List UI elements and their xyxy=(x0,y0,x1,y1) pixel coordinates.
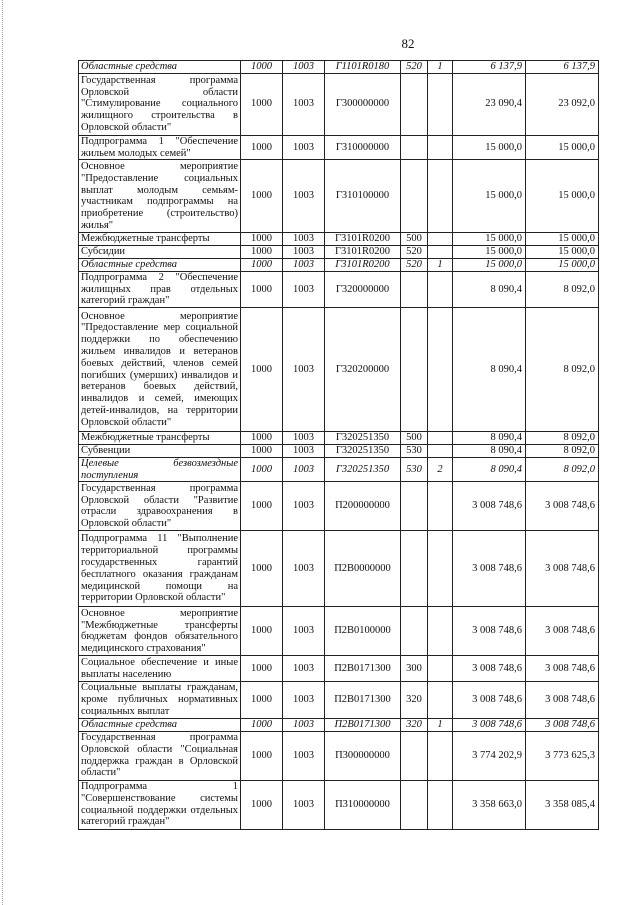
row-subsection-cell: 1003 xyxy=(283,656,325,682)
row-amount-2-cell: 3 773 625,3 xyxy=(526,731,599,780)
row-target-code-cell: П200000000 xyxy=(325,482,401,531)
row-source-code-cell: 1 xyxy=(428,61,453,74)
table-row xyxy=(79,718,599,731)
row-amount-2-cell: 15 000,0 xyxy=(526,246,599,259)
row-section-cell: 1000 xyxy=(241,73,283,135)
row-expense-type-cell: 500 xyxy=(401,233,428,246)
row-amount-2-cell: 8 092,0 xyxy=(526,308,599,432)
row-target-code-cell: Г320000000 xyxy=(325,271,401,307)
row-source-code-cell xyxy=(428,160,453,233)
row-name-cell: Социальные выплаты гражданам, кроме публичных нормативных социальных выплат xyxy=(79,682,241,718)
row-name-cell: Подпрограмма 1 "Обеспечение жильем молодых семей" xyxy=(79,135,241,160)
row-subsection-cell: 1003 xyxy=(283,271,325,307)
row-amount-2-cell: 3 008 748,6 xyxy=(526,482,599,531)
row-name-cell: Областные средства xyxy=(79,61,241,74)
row-subsection-cell: 1003 xyxy=(283,457,325,482)
row-section-cell: 1000 xyxy=(241,656,283,682)
table-row xyxy=(79,233,599,246)
row-source-code-cell xyxy=(428,246,453,259)
row-target-code-cell: Г310000000 xyxy=(325,135,401,160)
row-section-cell: 1000 xyxy=(241,780,283,829)
row-subsection-cell: 1003 xyxy=(283,731,325,780)
row-amount-1-cell: 15 000,0 xyxy=(453,135,526,160)
row-name-cell: Областные средства xyxy=(79,718,241,731)
row-section-cell: 1000 xyxy=(241,432,283,445)
page-number: 82 xyxy=(401,36,415,51)
row-name-cell: Межбюджетные трансферты xyxy=(79,233,241,246)
row-name-cell: Государственная программа Орловской области "Социальная поддержка граждан в Орловской области" xyxy=(79,731,241,780)
row-expense-type-cell xyxy=(401,160,428,233)
row-section-cell: 1000 xyxy=(241,246,283,259)
row-name-cell: Государственная программа Орловской области "Развитие отрасли здравоохранения в Орловской области" xyxy=(79,482,241,531)
row-target-code-cell: Г310100000 xyxy=(325,160,401,233)
row-expense-type-cell xyxy=(401,731,428,780)
row-target-code-cell: Г3101R0200 xyxy=(325,258,401,271)
row-amount-1-cell: 15 000,0 xyxy=(453,246,526,259)
table-row xyxy=(79,731,599,780)
row-expense-type-cell: 530 xyxy=(401,444,428,457)
row-name-cell: Подпрограмма 11 "Выполнение территориальной программы государственных гарантий бесплатного оказания гражданам медицинской помощи на территории Орловской области" xyxy=(79,531,241,607)
row-section-cell: 1000 xyxy=(241,233,283,246)
row-target-code-cell: П2В0100000 xyxy=(325,607,401,656)
row-subsection-cell: 1003 xyxy=(283,531,325,607)
row-name-cell: Основное мероприятие "Предоставление мер социальной поддержки по обеспечению жильем инвалидов и ветеранов боевых действий, членов семей погибших (умерших) инвалидов и ветеранов боевых действий, инвалидов и семей, имеющих детей-инвалидов, на территории Орловской области" xyxy=(79,308,241,432)
row-subsection-cell: 1003 xyxy=(283,482,325,531)
row-amount-2-cell: 6 137,9 xyxy=(526,61,599,74)
row-amount-1-cell: 23 090,4 xyxy=(453,73,526,135)
row-source-code-cell: 1 xyxy=(428,258,453,271)
row-expense-type-cell: 320 xyxy=(401,718,428,731)
table-row xyxy=(79,682,599,718)
row-target-code-cell: Г320251350 xyxy=(325,432,401,445)
row-amount-2-cell: 23 092,0 xyxy=(526,73,599,135)
row-name-cell: Областные средства xyxy=(79,258,241,271)
row-source-code-cell xyxy=(428,531,453,607)
row-target-code-cell: П310000000 xyxy=(325,780,401,829)
row-amount-2-cell: 15 000,0 xyxy=(526,233,599,246)
row-source-code-cell xyxy=(428,233,453,246)
row-amount-1-cell: 15 000,0 xyxy=(453,160,526,233)
row-source-code-cell xyxy=(428,432,453,445)
row-amount-2-cell: 15 000,0 xyxy=(526,160,599,233)
row-name-cell: Основное мероприятие "Межбюджетные трансферты бюджетам фондов обязательного медицинского страхования" xyxy=(79,607,241,656)
row-amount-1-cell: 15 000,0 xyxy=(453,258,526,271)
row-subsection-cell: 1003 xyxy=(283,718,325,731)
row-source-code-cell xyxy=(428,73,453,135)
row-expense-type-cell: 320 xyxy=(401,682,428,718)
row-target-code-cell: П300000000 xyxy=(325,731,401,780)
row-amount-2-cell: 8 092,0 xyxy=(526,271,599,307)
row-amount-1-cell: 3 358 663,0 xyxy=(453,780,526,829)
row-amount-2-cell: 8 092,0 xyxy=(526,432,599,445)
row-expense-type-cell: 520 xyxy=(401,61,428,74)
row-amount-1-cell: 3 008 748,6 xyxy=(453,482,526,531)
row-subsection-cell: 1003 xyxy=(283,258,325,271)
table-row xyxy=(79,656,599,682)
row-source-code-cell xyxy=(428,271,453,307)
row-amount-2-cell: 3 008 748,6 xyxy=(526,607,599,656)
row-target-code-cell: Г3101R0200 xyxy=(325,233,401,246)
row-target-code-cell: П2В0000000 xyxy=(325,531,401,607)
row-amount-1-cell: 8 090,4 xyxy=(453,308,526,432)
row-amount-2-cell: 8 092,0 xyxy=(526,457,599,482)
row-subsection-cell: 1003 xyxy=(283,246,325,259)
row-section-cell: 1000 xyxy=(241,135,283,160)
row-amount-1-cell: 15 000,0 xyxy=(453,233,526,246)
row-target-code-cell: П2В0171300 xyxy=(325,682,401,718)
row-source-code-cell xyxy=(428,444,453,457)
row-target-code-cell: Г1101R0180 xyxy=(325,61,401,74)
row-expense-type-cell: 520 xyxy=(401,258,428,271)
row-subsection-cell: 1003 xyxy=(283,61,325,74)
row-amount-2-cell: 3 008 748,6 xyxy=(526,531,599,607)
table-row xyxy=(79,482,599,531)
row-amount-1-cell: 8 090,4 xyxy=(453,432,526,445)
row-expense-type-cell: 530 xyxy=(401,457,428,482)
page-edge-line xyxy=(2,0,3,905)
row-section-cell: 1000 xyxy=(241,531,283,607)
row-subsection-cell: 1003 xyxy=(283,135,325,160)
row-section-cell: 1000 xyxy=(241,271,283,307)
row-name-cell: Межбюджетные трансферты xyxy=(79,432,241,445)
row-target-code-cell: Г320251350 xyxy=(325,457,401,482)
row-amount-2-cell: 8 092,0 xyxy=(526,444,599,457)
table-row xyxy=(79,258,599,271)
row-target-code-cell: П2В0171300 xyxy=(325,718,401,731)
row-expense-type-cell xyxy=(401,73,428,135)
row-name-cell: Подпрограмма 2 "Обеспечение жилищных прав отдельных категорий граждан" xyxy=(79,271,241,307)
row-subsection-cell: 1003 xyxy=(283,682,325,718)
table-row xyxy=(79,160,599,233)
row-name-cell: Субсидии xyxy=(79,246,241,259)
row-source-code-cell: 1 xyxy=(428,718,453,731)
row-amount-2-cell: 15 000,0 xyxy=(526,258,599,271)
table-row xyxy=(79,308,599,432)
row-subsection-cell: 1003 xyxy=(283,444,325,457)
row-target-code-cell: Г320251350 xyxy=(325,444,401,457)
row-amount-1-cell: 6 137,9 xyxy=(453,61,526,74)
row-amount-1-cell: 8 090,4 xyxy=(453,271,526,307)
row-name-cell: Подпрограмма 1 "Совершенствование системы социальной поддержки отдельных категорий граждан" xyxy=(79,780,241,829)
row-expense-type-cell xyxy=(401,135,428,160)
row-subsection-cell: 1003 xyxy=(283,233,325,246)
row-subsection-cell: 1003 xyxy=(283,308,325,432)
row-subsection-cell: 1003 xyxy=(283,780,325,829)
budget-table-body xyxy=(79,61,599,830)
row-amount-1-cell: 8 090,4 xyxy=(453,444,526,457)
table-row xyxy=(79,271,599,307)
table-row xyxy=(79,246,599,259)
row-expense-type-cell xyxy=(401,308,428,432)
row-section-cell: 1000 xyxy=(241,160,283,233)
row-section-cell: 1000 xyxy=(241,718,283,731)
row-source-code-cell xyxy=(428,135,453,160)
row-source-code-cell xyxy=(428,607,453,656)
table-row xyxy=(79,444,599,457)
row-amount-1-cell: 3 008 748,6 xyxy=(453,682,526,718)
row-amount-1-cell: 3 008 748,6 xyxy=(453,718,526,731)
row-target-code-cell: Г320200000 xyxy=(325,308,401,432)
budget-table xyxy=(78,60,599,830)
row-expense-type-cell xyxy=(401,780,428,829)
row-source-code-cell xyxy=(428,656,453,682)
row-target-code-cell: П2В0171300 xyxy=(325,656,401,682)
row-subsection-cell: 1003 xyxy=(283,607,325,656)
row-target-code-cell: Г3101R0200 xyxy=(325,246,401,259)
row-section-cell: 1000 xyxy=(241,682,283,718)
row-name-cell: Основное мероприятие "Предоставление социальных выплат молодым семьям-участникам подпрограммы на приобретение (строительство) жилья" xyxy=(79,160,241,233)
row-amount-1-cell: 3 008 748,6 xyxy=(453,607,526,656)
row-amount-2-cell: 3 008 748,6 xyxy=(526,718,599,731)
row-expense-type-cell: 500 xyxy=(401,432,428,445)
row-amount-2-cell: 3 358 085,4 xyxy=(526,780,599,829)
row-expense-type-cell xyxy=(401,531,428,607)
row-amount-2-cell: 3 008 748,6 xyxy=(526,656,599,682)
table-row xyxy=(79,607,599,656)
table-row xyxy=(79,432,599,445)
row-amount-1-cell: 3 008 748,6 xyxy=(453,656,526,682)
row-section-cell: 1000 xyxy=(241,308,283,432)
row-section-cell: 1000 xyxy=(241,258,283,271)
row-section-cell: 1000 xyxy=(241,444,283,457)
row-amount-2-cell: 3 008 748,6 xyxy=(526,682,599,718)
table-row xyxy=(79,780,599,829)
row-source-code-cell: 2 xyxy=(428,457,453,482)
row-source-code-cell xyxy=(428,731,453,780)
row-name-cell: Социальное обеспечение и иные выплаты населению xyxy=(79,656,241,682)
row-section-cell: 1000 xyxy=(241,731,283,780)
row-expense-type-cell: 300 xyxy=(401,656,428,682)
table-row xyxy=(79,61,599,74)
row-expense-type-cell: 520 xyxy=(401,246,428,259)
row-amount-1-cell: 8 090,4 xyxy=(453,457,526,482)
row-expense-type-cell xyxy=(401,482,428,531)
row-target-code-cell: Г300000000 xyxy=(325,73,401,135)
row-section-cell: 1000 xyxy=(241,607,283,656)
table-row xyxy=(79,73,599,135)
row-subsection-cell: 1003 xyxy=(283,432,325,445)
row-name-cell: Субвенции xyxy=(79,444,241,457)
row-expense-type-cell xyxy=(401,607,428,656)
row-section-cell: 1000 xyxy=(241,457,283,482)
table-row xyxy=(79,531,599,607)
row-source-code-cell xyxy=(428,308,453,432)
row-amount-1-cell: 3 774 202,9 xyxy=(453,731,526,780)
row-name-cell: Государственная программа Орловской области "Стимулирование социального жилищного строительства в Орловской области" xyxy=(79,73,241,135)
row-subsection-cell: 1003 xyxy=(283,73,325,135)
table-row xyxy=(79,457,599,482)
table-row xyxy=(79,135,599,160)
row-section-cell: 1000 xyxy=(241,61,283,74)
row-source-code-cell xyxy=(428,482,453,531)
row-source-code-cell xyxy=(428,780,453,829)
row-source-code-cell xyxy=(428,682,453,718)
row-section-cell: 1000 xyxy=(241,482,283,531)
row-subsection-cell: 1003 xyxy=(283,160,325,233)
row-expense-type-cell xyxy=(401,271,428,307)
row-name-cell: Целевые безвозмездные поступления xyxy=(79,457,241,482)
row-amount-2-cell: 15 000,0 xyxy=(526,135,599,160)
row-amount-1-cell: 3 008 748,6 xyxy=(453,531,526,607)
